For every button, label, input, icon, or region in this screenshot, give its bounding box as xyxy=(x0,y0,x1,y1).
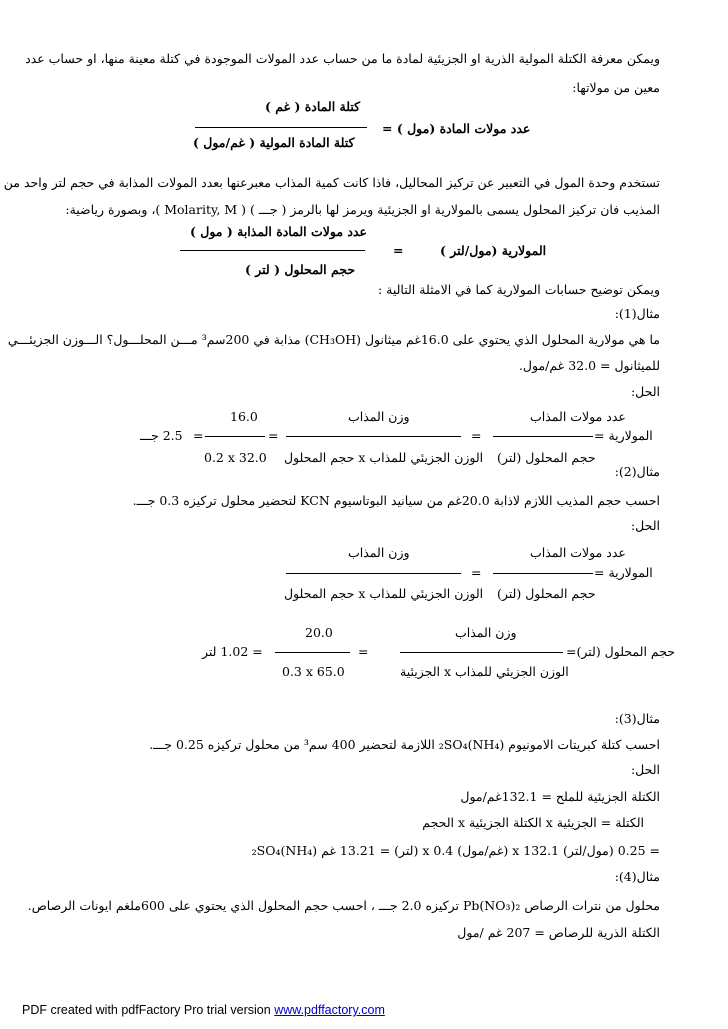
example1-top-moles: عدد مولات المذاب xyxy=(530,409,626,424)
example4-line-1: الكتلة الذرية للرصاص = 207 غم /مول xyxy=(457,925,660,940)
example2-b-top-value: 20.0 xyxy=(305,625,333,640)
formula1-fraction-bar xyxy=(195,127,367,128)
formula2-fraction-bar xyxy=(180,250,365,251)
example1-eq-2: = xyxy=(268,428,279,443)
example2-b-bottom-mw: الوزن الجزيئي للمذاب x الجزيئية xyxy=(400,664,569,679)
example2-question: احسب حجم المذيب اللازم لاذابة 20.0غم من سيانيد البوتاسيوم KCN لتحضير محلول تركيزه 0.3 جـــ. xyxy=(132,493,660,508)
example2-b-bar-2 xyxy=(275,652,350,653)
example1-bar-3 xyxy=(205,436,265,437)
example1-eq-1: = xyxy=(471,428,482,443)
example2-b-result: = 1.02 لتر xyxy=(202,644,263,659)
example4-title: مثال(4): xyxy=(614,869,660,884)
footer-link[interactable]: www.pdffactory.com xyxy=(274,1003,385,1017)
example2-b-top-mass: وزن المذاب xyxy=(455,625,517,640)
example2-solution-label: الحل: xyxy=(630,518,660,533)
example2-b-bar-1 xyxy=(400,652,563,653)
example1-title: مثال(1): xyxy=(614,306,660,321)
example2-bottom-volume: حجم المحلول (لتر) xyxy=(497,586,596,601)
pdf-footer xyxy=(22,1003,385,1017)
example1-eq-3: = xyxy=(193,428,204,443)
example3-line-1: الكتلة الجزيئية للملح = 132.1غم/مول xyxy=(460,789,660,804)
example1-solution-label: الحل: xyxy=(630,384,660,399)
example1-question-line-2: للميثانول = 32.0 غم/مول. xyxy=(518,358,660,373)
example2-bar-2 xyxy=(286,573,461,574)
example2-lhs: المولارية = xyxy=(594,565,653,580)
example2-top-mass: وزن المذاب xyxy=(348,545,410,560)
footer-prefix: PDF created with pdfFactory Pro trial version xyxy=(22,1003,275,1017)
example2-title: مثال(2): xyxy=(614,464,660,479)
example1-bar-1 xyxy=(493,436,593,437)
formula2-denominator: حجم المحلول ( لتر ) xyxy=(245,262,356,277)
molarity-text-line-2: المذيب فان تركيز المحلول يسمى بالمولارية او الجزيئية ويرمز لها بالرمز ( جـــ ) ( Molarity, M )، وبصورة رياضية: xyxy=(65,202,660,217)
example2-bar-1 xyxy=(493,573,593,574)
example3-line-3: = 0.25 (مول/لتر) x 132.1 (غم/مول) x 0.4 (لتر) = 13.21 غم (NH₄)₂SO₄ xyxy=(251,843,660,858)
example1-question-line-1: ما هي مولارية المحلول الذي يحتوي على 16.0غم ميثانول (CH₃OH) مذابة في 200سم³ مـــن المحلـــول؟ الـــوزن الجزيئـــي xyxy=(7,332,660,347)
example1-result: 2.5 جـــ xyxy=(140,428,183,443)
formula2-lhs: المولارية (مول/لتر ) xyxy=(440,243,547,258)
example3-line-2: الكتلة = الجزيئية x الكتلة الجزيئية x الحجم xyxy=(422,815,644,830)
example2-top-moles: عدد مولات المذاب xyxy=(530,545,626,560)
example1-bottom-mw: الوزن الجزيئي للمذاب x حجم المحلول xyxy=(284,450,484,465)
formula2-numerator: عدد مولات المادة المذابة ( مول ) xyxy=(190,224,367,239)
intro-line-1: ويمكن معرفة الكتلة المولية الذرية او الجزيئية لمادة ما من حساب عدد المولات الموجودة في كتلة معينة منها، او حساب عدد xyxy=(25,51,660,66)
example1-top-value: 16.0 xyxy=(230,409,258,424)
example2-b-lhs: حجم المحلول (لتر)= xyxy=(566,644,676,659)
example2-b-eq: = xyxy=(358,644,369,659)
formula1-lhs: عدد مولات المادة (مول ) = xyxy=(382,121,531,136)
intro-line-2: معين من مولاتها: xyxy=(572,80,660,95)
example4-question: محلول من نترات الرصاص Pb(NO₃)₂ تركيزه 2.0 جـــ ، احسب حجم المحلول الذي يحتوي على 600ملغم ايونات الرصاص. xyxy=(27,898,660,913)
example1-bar-2 xyxy=(286,436,461,437)
example3-solution-label: الحل: xyxy=(630,762,660,777)
example2-b-bottom-value: 0.3 x 65.0 xyxy=(282,664,345,679)
example1-top-mass: وزن المذاب xyxy=(348,409,410,424)
example3-title: مثال(3): xyxy=(614,711,660,726)
example1-bottom-volume: حجم المحلول (لتر) xyxy=(497,450,596,465)
example1-bottom-value: 0.2 x 32.0 xyxy=(204,450,267,465)
formula2-equals: = xyxy=(393,243,404,258)
example3-question: احسب كتلة كبريتات الامونيوم (NH₄)₂SO₄ اللازمة لتحضير 400 سم³ من محلول تركيزه 0.25 جـــ. xyxy=(149,737,660,752)
formula1-numerator: كتلة المادة ( غم ) xyxy=(265,99,361,114)
example2-bottom-mw: الوزن الجزيئي للمذاب x حجم المحلول xyxy=(284,586,484,601)
example2-eq: = xyxy=(471,565,482,580)
examples-intro: ويمكن توضيح حسابات المولارية كما في الامثلة التالية : xyxy=(377,282,660,297)
formula1-denominator: كتلة المادة المولية ( غم/مول ) xyxy=(193,135,355,150)
molarity-text-line-1: تستخدم وحدة المول في التعبير عن تركيز المحاليل، فاذا كانت كمية المذاب معبرعنها بعدد المولات المذابة في حجم لتر واحد من xyxy=(3,175,660,190)
example1-lhs: المولارية = xyxy=(594,428,653,443)
